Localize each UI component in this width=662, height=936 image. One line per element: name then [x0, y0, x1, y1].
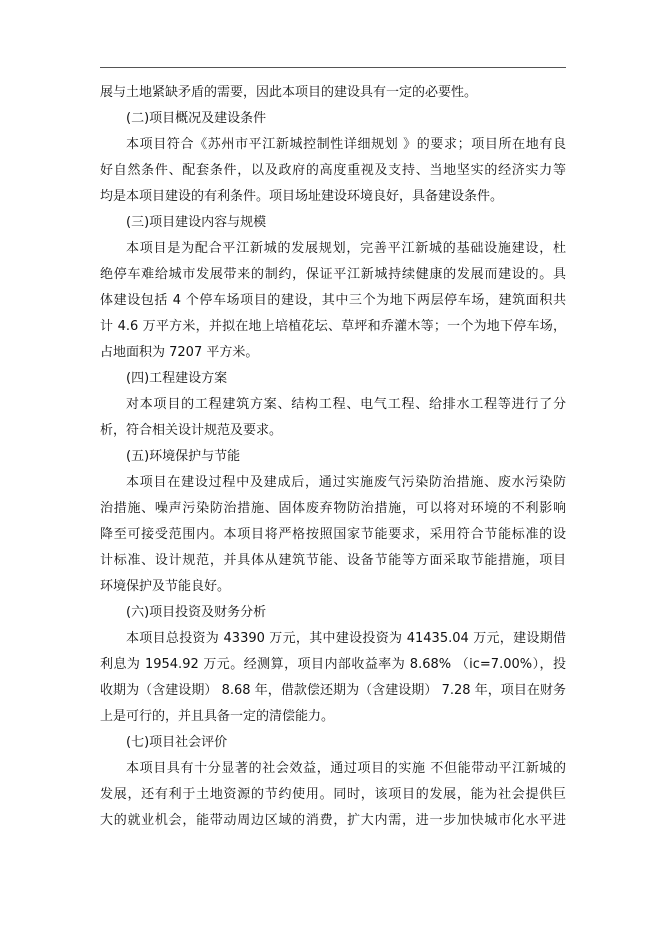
- header-rule: [100, 67, 566, 68]
- paragraph-line: 对本项目的工程建筑方案、结构工程、电气工程、给排水工程等进行了分: [126, 397, 566, 412]
- paragraph-line: 计 4.6 万平方米，并拟在地上培植花坛、草坪和乔灌木等；一个为地下停车场，: [100, 319, 566, 334]
- section-heading-engineering: (四)工程建设方案: [126, 371, 228, 386]
- section-heading-social: (七)项目社会评价: [126, 735, 228, 750]
- paragraph-line: 降至可接受范围内。本项目将严格按照国家节能要求，采用符合节能标准的设: [100, 527, 566, 542]
- paragraph-line: 发展，还有利于土地资源的节约使用。同时，该项目的发展，能为社会提供巨: [100, 787, 566, 802]
- paragraph-line: 计标准、设计规范，并具体从建筑节能、设备节能等方面采取节能措施，项目: [100, 553, 566, 568]
- section-heading-environment: (五)环境保护与节能: [126, 449, 241, 464]
- paragraph-line: 占地面积为 7207 平方米。: [100, 345, 259, 360]
- document-body: [100, 80, 566, 834]
- paragraph-line: 本项目符合《苏州市平江新城控制性详细规划 》的要求；项目所在地有良: [126, 137, 566, 152]
- paragraph-line: 本项目在建设过程中及建成后，通过实施废气污染防治措施、废水污染防: [126, 475, 566, 490]
- paragraph-line: 体建设包括 4 个停车场项目的建设，其中三个为地下两层停车场，建筑面积共: [100, 293, 566, 308]
- paragraph-line: 利息为 1954.92 万元。经测算，项目内部收益率为 8.68% （ic=7.00%），投: [100, 657, 566, 672]
- paragraph-line: 好自然条件、配套条件，以及政府的高度重视及支持、当地坚实的经济实力等: [100, 163, 566, 178]
- paragraph-line: 析，符合相关设计规范及要求。: [100, 423, 283, 438]
- paragraph-line: 本项目具有十分显著的社会效益，通过项目的实施 不但能带动平江新城的: [126, 761, 566, 776]
- paragraph-line: 均是本项目建设的有利条件。项目场址建设环境良好，具备建设条件。: [100, 189, 504, 204]
- section-heading-overview: (二)项目概况及建设条件: [126, 111, 267, 126]
- paragraph-line: 环境保护及节能良好。: [100, 579, 231, 594]
- paragraph-line: 本项目是为配合平江新城的发展规划，完善平江新城的基础设施建设，杜: [126, 241, 566, 256]
- section-heading-investment: (六)项目投资及财务分析: [126, 605, 267, 620]
- paragraph-line: 绝停车难给城市发展带来的制约，保证平江新城持续健康的发展而建设的。具: [100, 267, 566, 282]
- paragraph-line: 上是可行的，并且具备一定的清偿能力。: [100, 709, 335, 724]
- paragraph-line: 本项目总投资为 43390 万元，其中建设投资为 41435.04 万元，建设期借: [126, 631, 566, 646]
- section-heading-scope: (三)项目建设内容与规模: [126, 215, 267, 230]
- paragraph-line: 大的就业机会，能带动周边区域的消费，扩大内需，进一步加快城市化水平进: [100, 813, 566, 828]
- paragraph-line: 展与土地紧缺矛盾的需要，因此本项目的建设具有一定的必要性。: [100, 85, 478, 100]
- paragraph-line: 收期为（含建设期） 8.68 年，借款偿还期为（含建设期） 7.28 年，项目在财务: [100, 683, 566, 698]
- paragraph-line: 治措施、噪声污染防治措施、固体废弃物防治措施，可以将对环境的不利影响: [100, 501, 566, 516]
